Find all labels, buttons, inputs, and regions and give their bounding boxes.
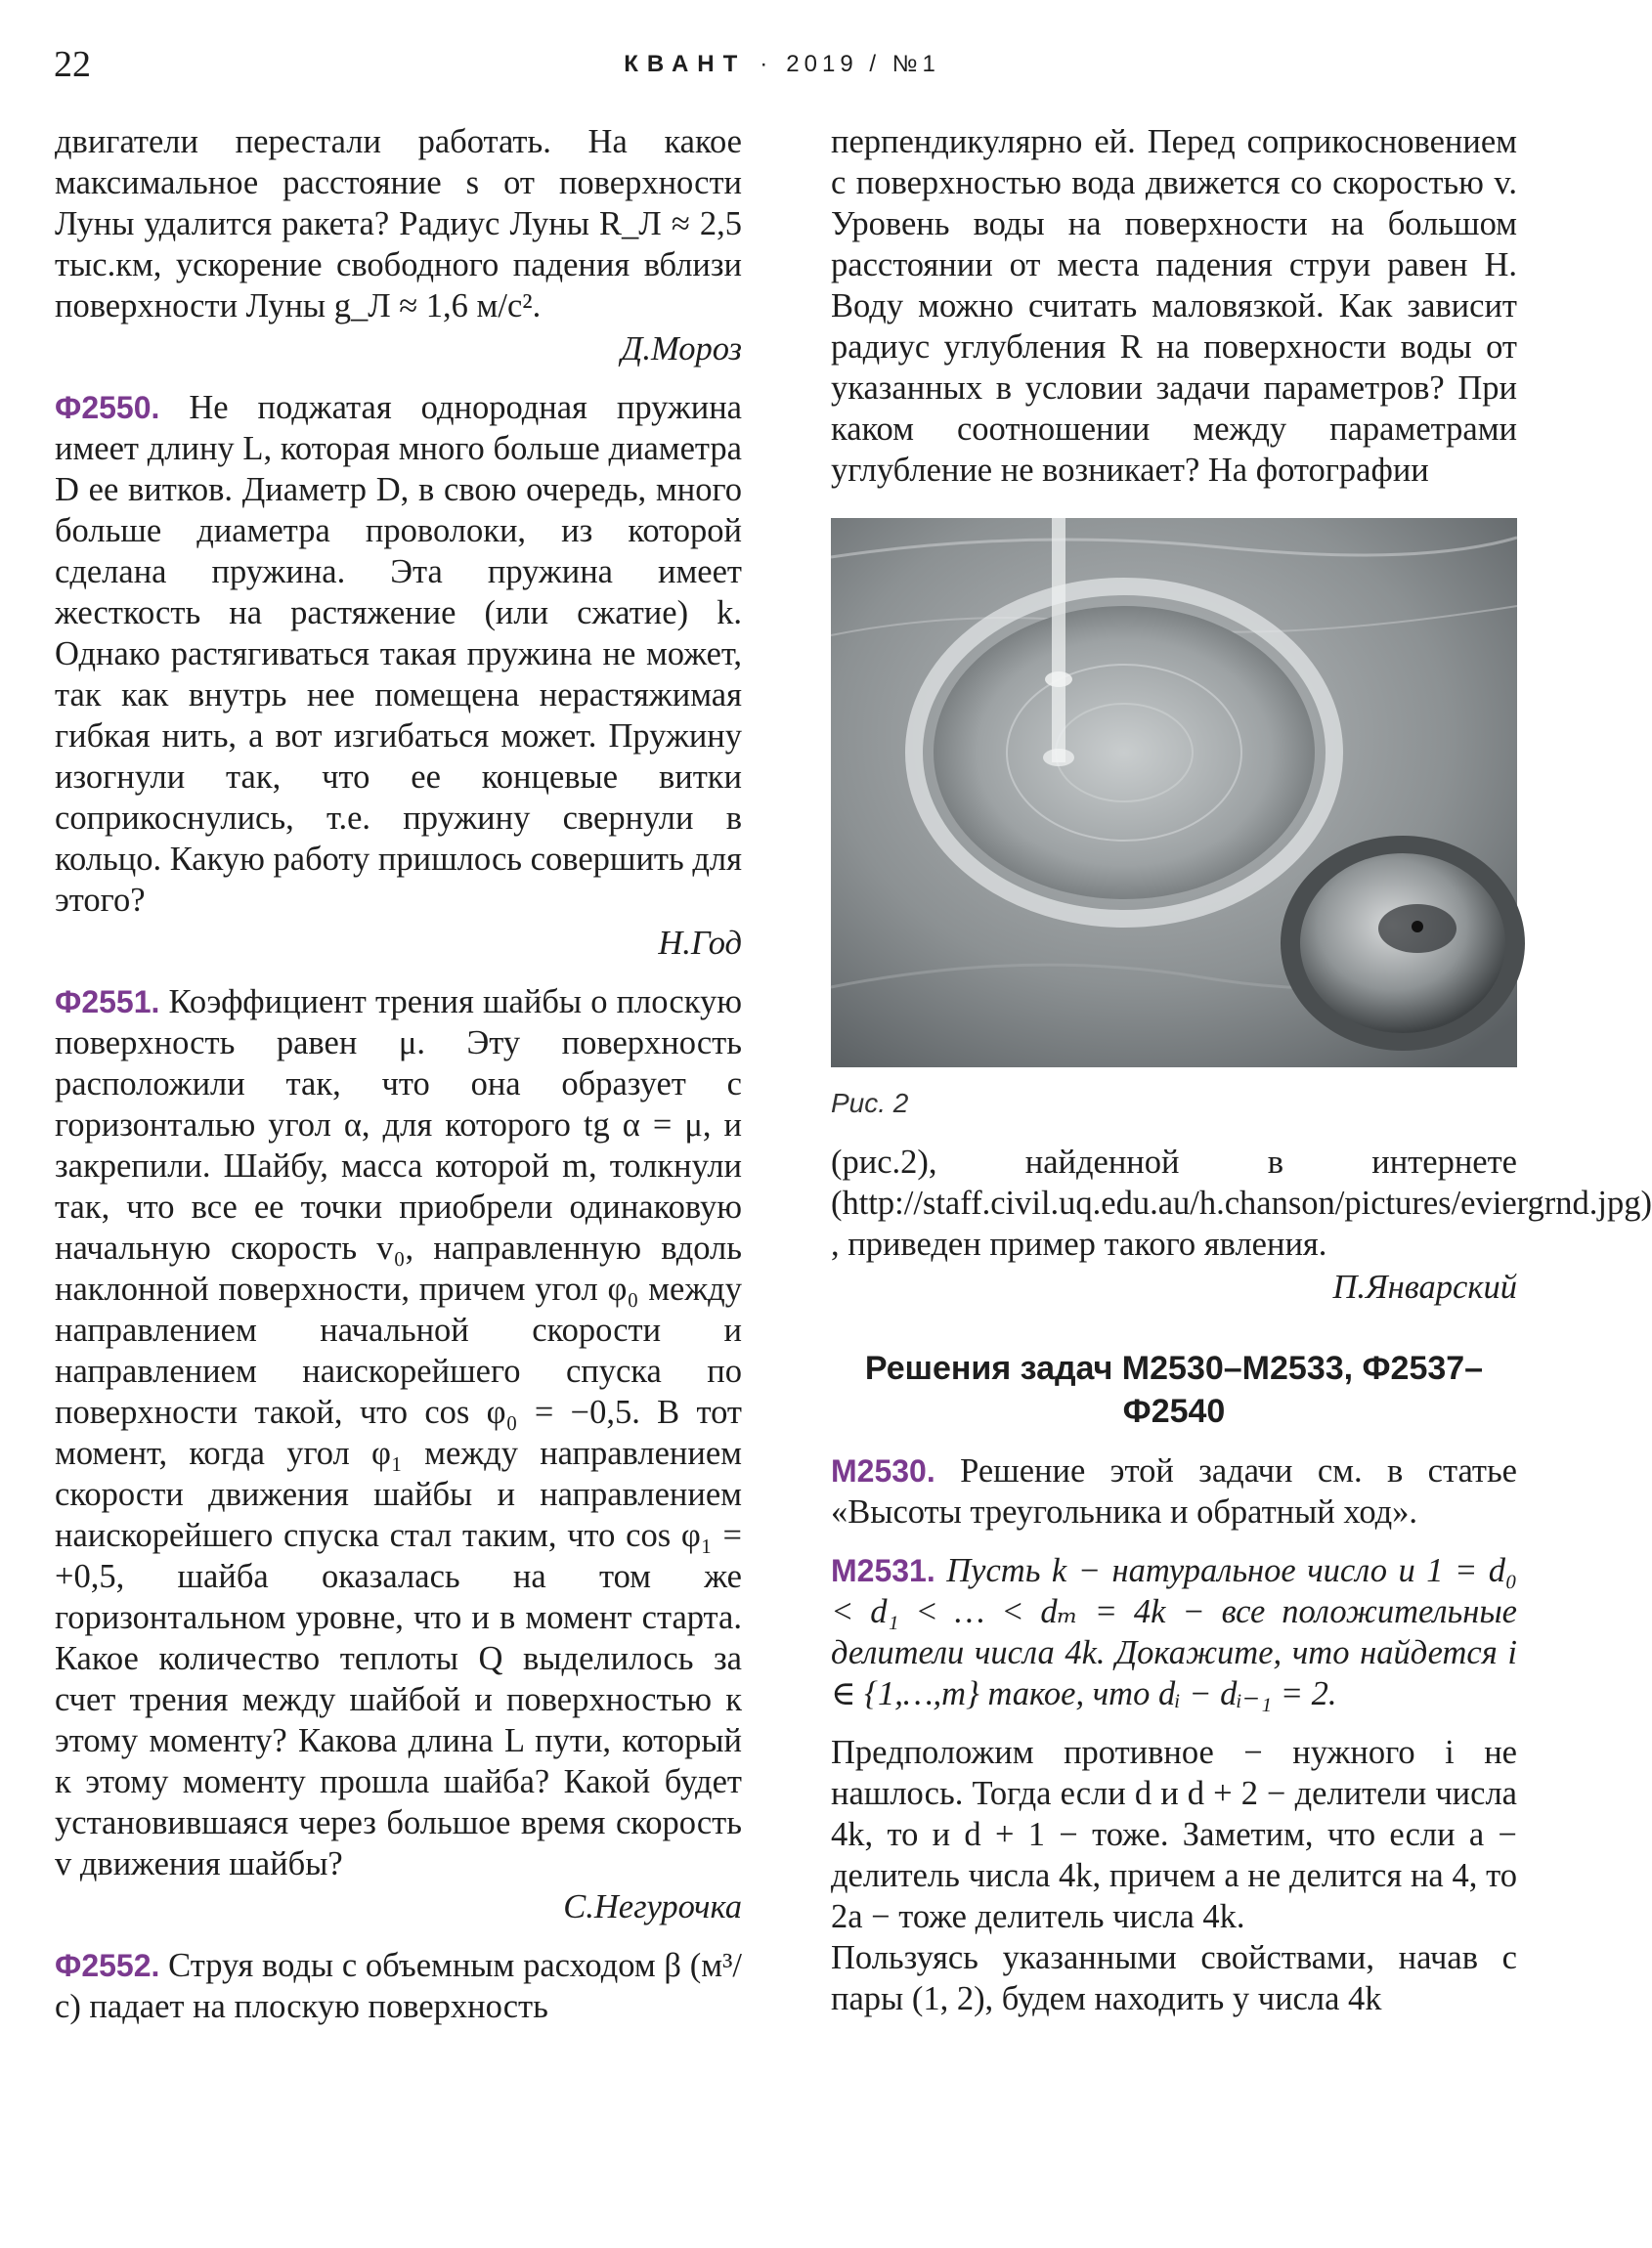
water-jet-photo-icon [831,518,1517,1067]
problem-author: Н.Год [658,925,742,962]
problem-m2530 [831,1450,1517,1533]
continued-problem-text: двигатели перестали работать. На какое максимальное расстояние s от поверхности Луны удалится ракета? Радиус Луны R_Л ≈ 2,5 тыс.км, ускорение свободного падения вблизи поверхности Луны g_Л ≈ 1,6 м/с². [55,123,742,324]
page-number: 22 [54,44,91,85]
problem-author: Д.Мороз [621,330,742,367]
after-photo-text: (рис.2), найденной в интернете (http://staff.civil.uq.edu.au/h.chanson/pictures/eviergrnd.jpg) , приведен пример такого явления. [831,1144,1652,1263]
problem-text: Не поджатая однородная пружина имеет длину L, которая много больше диаметра D ее витков. Диаметр D, в свою очередь, много больше диаметра проволоки, из которой сделана пружина. Эта пружина имеет жесткость на растяжение (или сжатие) k. Однако растягиваться такая пружина не может, так как внутрь нее помещена нерастяжимая гибкая нить, а вот изгибаться может. Пружину изогнули так, что ее концевые витки соприкоснулись, т.е. пружину свернули в кольцо. Какую работу пришлось совершить для этого? [55,389,742,919]
problem-f2552 [55,1945,742,2027]
issue-number: 2019 / №1 [786,51,940,77]
problem-text: Решение этой задачи см. в статье «Высоты треугольника и обратный ход». [831,1452,1517,1531]
problem-id: М2531. [831,1553,935,1588]
problem-m2531 [831,1550,1517,1714]
problem-id: М2530. [831,1453,935,1489]
problem-f2552-continued: перпендикулярно ей. Перед соприкосновением с поверхностью вода движется со скоростью v. Уровень воды на поверхности на большом расстоянии от места падения струи равен H. Воду можно считать маловязкой. Как зависит радиус углубления R на поверхности воды от указанных в условии задачи параметров? При каком соотношении между параметрами углубление не возникает? На фотографии [831,123,1517,489]
page-header [54,43,1510,86]
problem-id: Ф2551. [55,984,160,1019]
problem-author: С.Негурочка [563,1888,742,1925]
problem-f2551 [55,981,742,1884]
problem-author: П.Январский [1332,1269,1517,1306]
separator-dot: · [760,51,773,77]
solutions-section-title: Решения задач М2530–М2533, Ф2537–Ф2540 [864,1350,1484,1430]
right-column [831,121,1652,2019]
problem-f2550 [55,387,742,921]
problem-statement: Пусть k − натуральное число и 1 = d₀ < d₁ < … < dₘ = 4k − все положительные делители числа 4k. Докажите, что найдется i ∈ {1,…,m} такое, что dᵢ − dᵢ₋₁ = 2. [831,1552,1518,1712]
journal-name: КВАНТ [624,51,747,77]
problem-text: Коэффициент трения шайбы о плоскую поверхность равен μ. Эту поверхность расположили так, что она образует с горизонталью угол α, для которого tg α = μ, и закрепили. Шайбу, масса которой m, толкнули так, что все ее точки приобрели одинаковую начальную скорость v₀, направленную вдоль наклонной поверхности, причем угол φ₀ между направлением начальной скорости и направлением наискорейшего спуска по поверхности такой, что cos φ₀ = −0,5. В тот момент, когда угол φ₁ между направлением скорости движения шайбы и направлением наискорейшего спуска стал таким, что cos φ₁ = +0,5, шайба оказалась на том же горизонтальном уровне, что и в момент старта. Какое количество теплоты Q выделилось за счет трения между шайбой и поверхностью к этому моменту? Какова длина L пути, который к этому моменту прошла шайба? Какой будет установившаяся через большое время скорость v движения шайбы? [55,983,742,1882]
figure-caption: Рис. 2 [831,1088,909,1118]
left-column [55,121,742,2027]
problem-id: Ф2552. [55,1948,160,1983]
running-head [54,51,1510,78]
solution-paragraph: Пользуясь указанными свойствами, начав с пары (1, 2), будем находить у числа 4k [831,1939,1517,2017]
problem-id: Ф2550. [55,390,160,425]
solution-paragraph: Предположим противное − нужного i не нашлось. Тогда если d и d + 2 − делители числа 4k, то и d + 1 − тоже. Заметим, что если a − делитель числа 4k, причем a не делится на 4, то 2a − тоже делитель числа 4k. [831,1734,1517,1935]
figure-photo [831,518,1517,1067]
problem-text: Струя воды с объемным расходом β (м³/с) падает на плоскую поверхность [55,1947,742,2025]
